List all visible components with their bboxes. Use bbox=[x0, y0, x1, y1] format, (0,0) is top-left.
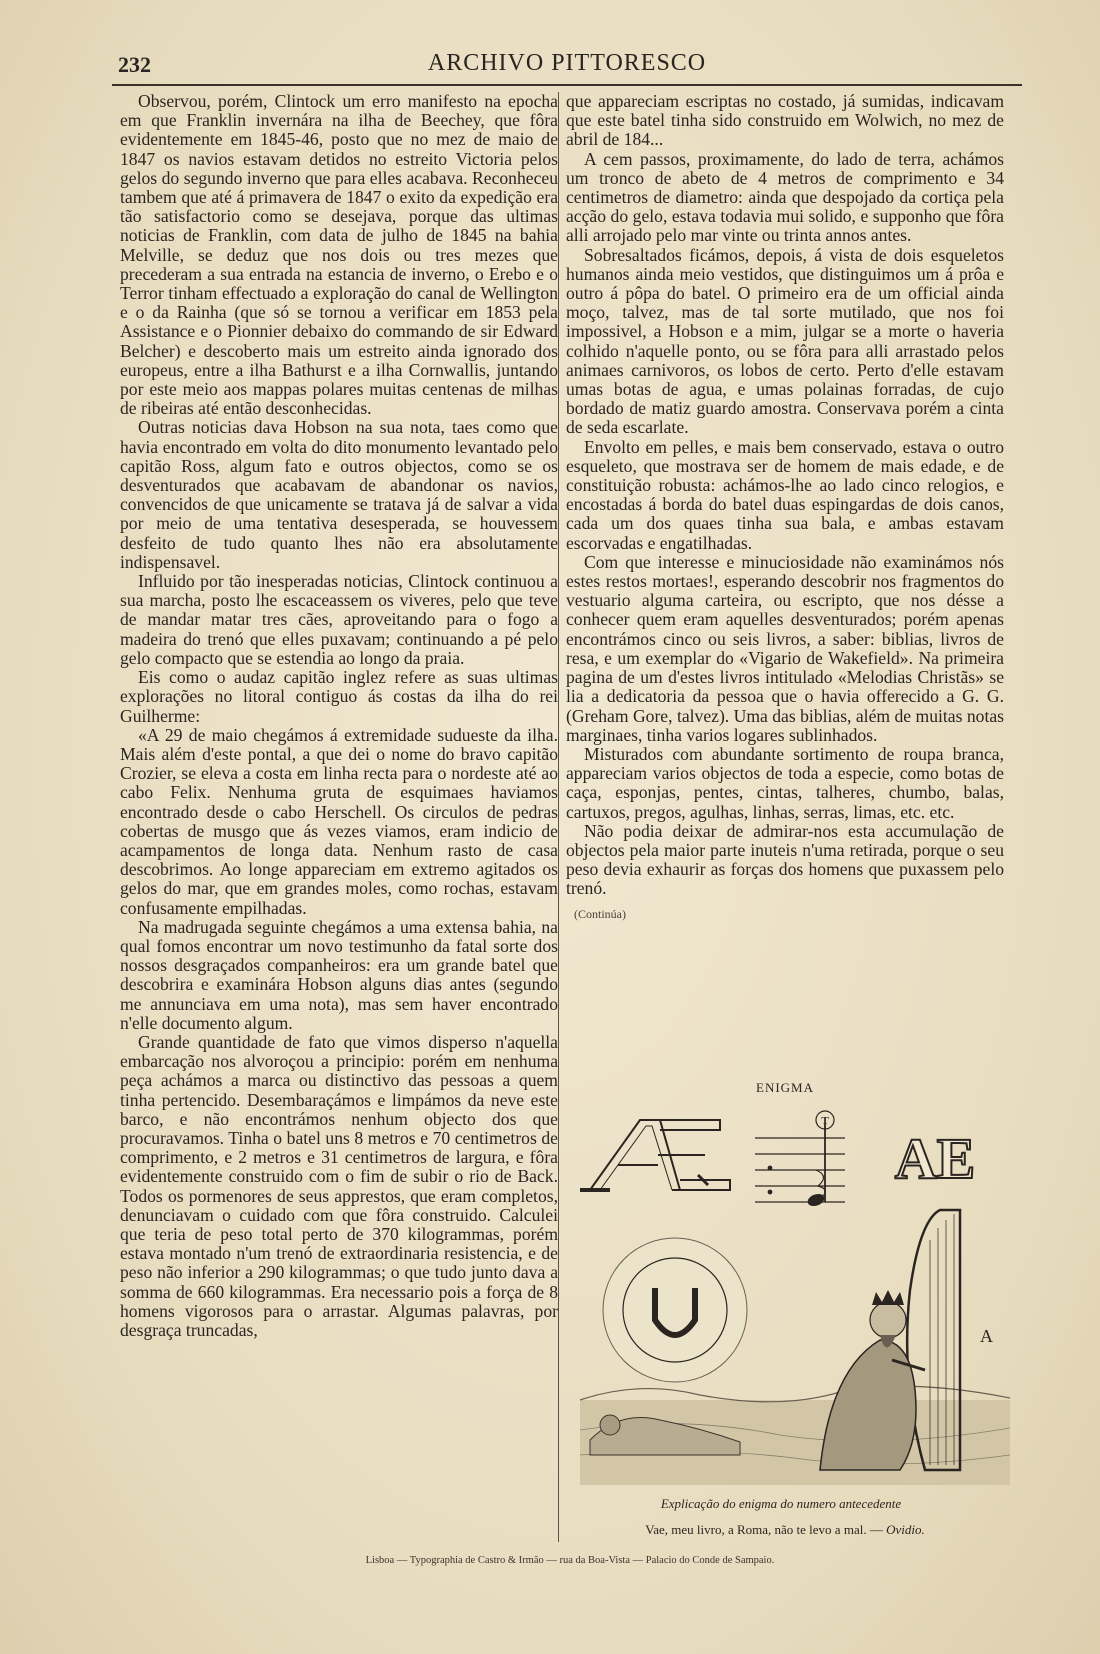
printer-imprint: Lisboa — Typographia de Castro & Irmão — rua da Boa-Vista — Palacio do Conde de Sampaio. bbox=[365, 1555, 775, 1566]
paragraph: Misturados com abundante sortimento de roupa branca, appareciam varios objectos de toda a especie, como botas de caça, esponjas, pentes, cintas, talheres, chumbo, balas, cartuxos, pregos, agulhas, linhas, serras, limas, etc. etc. bbox=[566, 743, 1004, 822]
note-letter: T bbox=[821, 1115, 829, 1127]
paragraph: que appareciam escriptas no costado, já sumidas, indicavam que este batel tinha sido construido em Wolwich, no mez de abril de 184... bbox=[566, 91, 1004, 150]
enigma-caption: Explicação do enigma do numero antecedente bbox=[660, 1496, 902, 1511]
paragraph: Sobresaltados ficámos, depois, á vista de dois esqueletos humanos ainda meio vestidos, que distinguimos um á prôa e outro á pôpa do batel. O primeiro era de um official ainda moço, talvez, mas de tal sorte mutilado, que nos foi impossivel, a Hobson e a mim, julgar se a morte o haveria colhido n'aquelle ponto, ou se fôra para alli arrastado pelos animaes carnivoros, os lobos de certo. Perto d'elle estavam umas botas de agua, e umas polainas forradas, de cujo bordado de matiz guardo amostra. Conservava porém a cinta de seda escarlate. bbox=[566, 244, 1004, 438]
music-staff-icon bbox=[755, 1111, 845, 1207]
journal-title: ARCHIVO PITTORESCO bbox=[427, 50, 707, 76]
continua-note: (Continúa) bbox=[574, 906, 626, 921]
paragraph: Outras noticias dava Hobson na sua nota, taes como que havia encontrado em volta do dito monumento levantado pelo capitão Ross, algum fato e outros objectos, como se os desventurados que acabavam de abandonar os navios, convencidos de que unicamente se tratava já de salvar a vida por meio de uma tentativa desesperada, se houvessem desfeito de tudo quanto lhes não era absolutamente indispensavel. bbox=[120, 417, 558, 572]
paragraph: Na madrugada seguinte chegámos a uma extensa bahia, na qual fomos encontrar um novo testimunho da fatal sorte dos nossos desgraçados companheiros: era um grande batel que descobrira e examinára Hobson alguns dias antes (segundo me annunciava em uma nota), mas sem haver encontrado n'elle documento algum. bbox=[120, 916, 558, 1033]
paragraph: «A 29 de maio chegámos á extremidade sudueste da ilha. Mais além d'este pontal, a que dei o nome do bravo capitão Crozier, se eleva a costa em linha recta para o nordeste até ao cabo Felix. Nenhuma gruta de esquimaes haviamos encontrado desde o cabo Herschell. Os circulos de pedras cobertas de musgo que ás vezes viamos, eram indicio de acampamentos de longa data. Nenhum rasto de casa descobrimos. Ao longe appareciam em extremo agitados os gelos do mar, que em grandes moles, como rochas, estavam confusamente empilhadas. bbox=[120, 724, 558, 918]
paragraph: Influido por tão inesperadas noticias, Clintock continuou a sua marcha, posto lhe escaceassem os viveres, pelo que teve de mandar matar tres cães, aproveitando para o fogo a madeira do trenó que elles puxavam; continuando a pé pelo gelo compacto que se estendia ao longo da praia. bbox=[120, 571, 558, 668]
paragraph: Não podia deixar de admirar-nos esta accumulação de objectos pela maior parte inuteis n'uma retirada, porque o seu peso devia exhaurir as forças dos homens que puxassem pelo trenó. bbox=[566, 820, 1004, 899]
paragraph: Eis como o audaz capitão inglez refere as suas ultimas explorações no litoral contiguo ás costas da ilha do rei Guilherme: bbox=[120, 667, 558, 726]
harp-label: A bbox=[980, 1326, 993, 1346]
enigma-title: ENIGMA bbox=[756, 1080, 814, 1095]
ae-ligature-glyph bbox=[580, 1120, 730, 1190]
enigma-illustration bbox=[580, 1110, 1010, 1490]
right-column bbox=[566, 92, 1004, 924]
epigraph-text: Vae, meu livro, a Roma, não te levo a mal. — bbox=[645, 1522, 883, 1537]
page-number: 232 bbox=[118, 52, 151, 77]
enigma-scene bbox=[580, 1210, 1010, 1485]
column-divider bbox=[558, 92, 559, 1542]
paragraph: Observou, porém, Clintock um erro manifesto na epocha em que Franklin invernára na ilha de Beechey, que fôra evidentemente em 1845-46, posto que no mez de maio de 1847 os navios estavam detidos no estreito Victoria pelos gelos do segundo inverno que para elles acabava. Reconheceu tambem que até á primavera de 1847 o exito da expedição era tão satisfactorio como se desejava, porque das ultimas noticias de Franklin, com data de julho de 1845 na bahia Melville, se deduz que nos dois ou tres mezes que precederam a sua entrada na estancia de inverno, o Erebo e o Terror tinham effectuado a exploração do canal de Wellington e o da Rainha (que só se tornou a verificar em 1853 pela Assistance e o Pionnier debaixo do commando de sir Edward Belcher) e descoberto mais um estreito ainda ignorado dos europeus, entre a ilha Bathurst e a ilha Cornwallis, juntando por este meio aos mappas polares muitas centenas de milhas de ribeiras até então desconhecidas. bbox=[120, 91, 558, 419]
epigraph bbox=[566, 1522, 1004, 1538]
paragraph: Envolto em pelles, e mais bem conservado, estava o outro esqueleto, que mostrava ser de homem de mais edade, e de constituição robusta: achámos-lhe ao lado cinco relogios, e encostadas á borda do batel duas espingardas de dois canos, cada um dos quaes tinha sua bala, e ambas estavam escorvadas e engatilhadas. bbox=[566, 436, 1004, 553]
ae-outline-letters: AE bbox=[894, 1126, 976, 1191]
paragraph: Com que interesse e minuciosidade não examinámos nós estes restos mortaes!, esperando descobrir nos fragmentos do vestuario alguma carteira, ou escripto, que nos désse a conhecer quem eram aquelles desventurados; porém apenas encontrámos cinco ou seis livros, a saber: biblias, livros de resa, e um exemplar do «Vigario de Wakefield». Na primeira pagina de um d'estes livros intitulado «Melodias Christãs» se lia a dedicatoria da pessoa que o havia offerecido a G. G. (Greham Gore, talvez). Uma das biblias, além de muitas notas marginaes, tinha varios logares sublinhados. bbox=[566, 551, 1004, 745]
page-header bbox=[112, 50, 1022, 86]
epigraph-author: Ovidio. bbox=[886, 1522, 925, 1537]
left-column bbox=[120, 92, 558, 1340]
paragraph: A cem passos, proximamente, do lado de terra, achámos um tronco de abeto de 4 metros de comprimento e 34 centimetros de diametro: ainda que despojado da cortiça pela acção do gelo, estava todavia mui solido, e supponho que fôra alli arrojado pelo mar vinte ou trinta annos antes. bbox=[566, 148, 1004, 246]
paragraph: Grande quantidade de fato que vimos disperso n'aquella embarcação nos alvoroçou a principio: porém em nenhuma peça achámos a marca ou distinctivo das pessoas a quem tinha pertencido. Desembaraçámos e limpámos da neve este barco, e não encontrámos nenhum objecto dos que procuravamos. Tinha o batel uns 8 metros e 70 centimetros de comprimento, e 2 metros e 31 centimetros de largura, e fôra evidentemente construido com o fim de subir o rio de Back. Todos os pormenores de seus apprestos, que eram completos, denunciavam o cuidado com que fôra construido. Calculei que teria de peso total perto de 370 kilogrammas, porém estava montado n'um trenó de extraordinaria resistencia, e de peso não inferior a 290 kilogrammas; o que tudo junto dava a somma de 660 kilogrammas. Era necessario pois a força de 8 homens vigorosos para o arrastar. Algumas palavras, por desgraça truncadas, bbox=[120, 1031, 558, 1340]
